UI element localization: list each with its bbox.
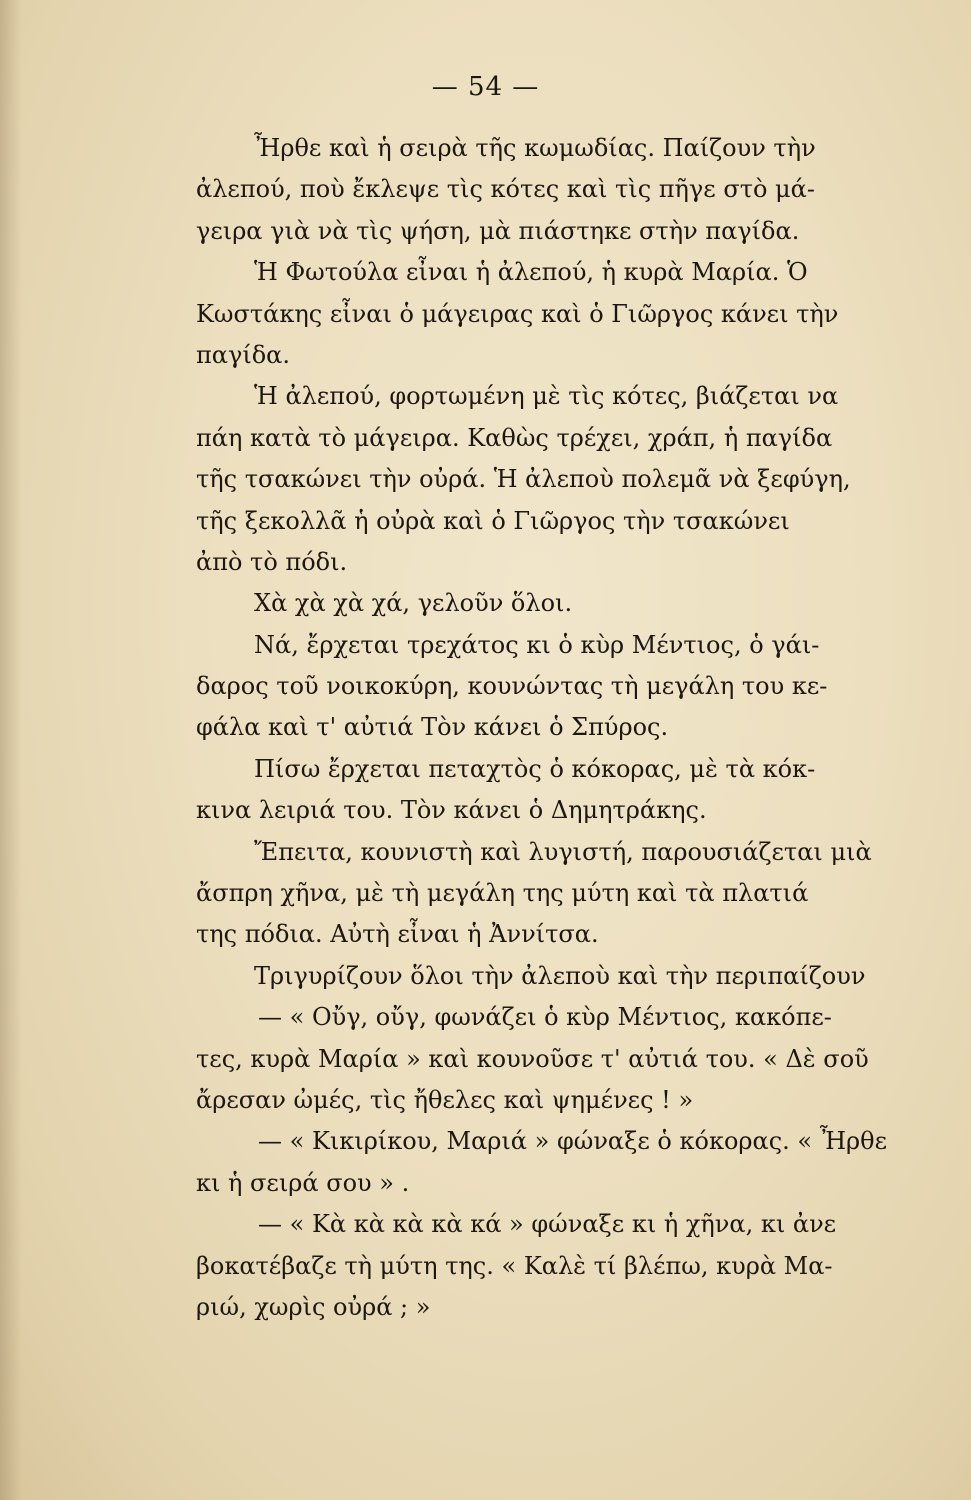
text-line: Τριγυρίζουν ὅλοι τὴν ἀλεποὺ καὶ τὴν περιπαίζουν	[254, 961, 866, 990]
text-line: κινα λειριά του. Τὸν κάνει ὁ Δημητράκης.	[196, 796, 707, 825]
text-line: Χὰ χὰ χὰ χά, γελοῦν ὅλοι.	[254, 589, 573, 618]
text-line: φάλα καὶ τ' αὐτιά Τὸν κάνει ὁ Σπύρος.	[196, 713, 669, 742]
text-line: Ἔπειτα, κουνιστὴ καὶ λυγιστή, παρουσιάζεται μιὰ	[254, 837, 872, 866]
text-line: ἀλεπού, ποὺ ἔκλεψε τὶς κότες καὶ τὶς πῆγε στὸ μά-	[196, 175, 815, 204]
text-line: Κωστάκης εἶναι ὁ μάγειρας καὶ ὁ Γιῶργος κάνει τὴν	[196, 299, 839, 328]
text-line: Νά, ἔρχεται τρεχάτος κι ὁ κὺρ Μέντιος, ὁ γάι-	[254, 630, 820, 659]
page-number: — 54 —	[431, 72, 540, 102]
text-line: παγίδα.	[196, 340, 291, 369]
text-line: ἄσπρη χῆνα, μὲ τὴ μεγάλη της μύτη καὶ τὰ πλατιά	[196, 879, 809, 908]
text-line: ἄρεσαν ὠμές, τὶς ἤθελες καὶ ψημένες ! »	[196, 1085, 694, 1114]
text-line: βοκατέβαζε τὴ μύτη της. « Καλὲ τί βλέπω, κυρὰ Μα-	[196, 1251, 833, 1280]
text-line: τες, κυρὰ Μαρία » καὶ κουνοῦσε τ' αὐτιά του. « Δὲ σοῦ	[196, 1044, 869, 1073]
text-line: τῆς τσακώνει τὴν οὐρά. Ἡ ἀλεποὺ πολεμᾶ νὰ ξεφύγη,	[196, 465, 851, 494]
text-line: — « Κικιρίκου, Μαριά » φώναξε ὁ κόκορας. « Ἦρθε	[258, 1127, 888, 1156]
text-line: — « Οὔγ, οὔγ, φωνάζει ὁ κὺρ Μέντιος, κακόπε-	[258, 1003, 832, 1032]
text-line: πάη κατὰ τὸ μάγειρα. Καθὼς τρέχει, χράπ, ἡ παγίδα	[196, 423, 833, 452]
text-line: τῆς ξεκολλᾶ ἡ οὐρὰ καὶ ὁ Γιῶργος τὴν τσακώνει	[196, 506, 790, 535]
text-line: ριώ, χωρὶς οὐρά ; »	[196, 1292, 431, 1321]
text-line: Ἡ ἀλεπού, φορτωμένη μὲ τὶς κότες, βιάζεται να	[254, 382, 839, 411]
text-line: Ἦρθε καὶ ἡ σειρὰ τῆς κωμωδίας. Παίζουν τὴν	[254, 134, 816, 162]
text-line: — « Κὰ κὰ κὰ κὰ κά » φώναξε κι ἡ χῆνα, κι ἀνε	[258, 1210, 837, 1239]
text-line: δαρος τοῦ νοικοκύρη, κουνώντας τὴ μεγάλη του κε-	[196, 672, 828, 701]
text-line: της πόδια. Αὐτὴ εἶναι ἡ Ἀννίτσα.	[196, 920, 599, 949]
text-line: γειρα γιὰ νὰ τὶς ψήση, μὰ πιάστηκε στὴν παγίδα.	[196, 216, 800, 245]
body-text	[196, 128, 956, 1328]
text-line: κι ἡ σειρά σου » .	[196, 1168, 410, 1197]
text-line: ἀπὸ τὸ πόδι.	[196, 547, 348, 576]
text-line: Πίσω ἔρχεται πεταχτὸς ὁ κόκορας, μὲ τὰ κόκ-	[254, 754, 816, 783]
text-line: Ἡ Φωτούλα εἶναι ἡ ἀλεπού, ἡ κυρὰ Μαρία. Ὁ	[254, 258, 808, 287]
